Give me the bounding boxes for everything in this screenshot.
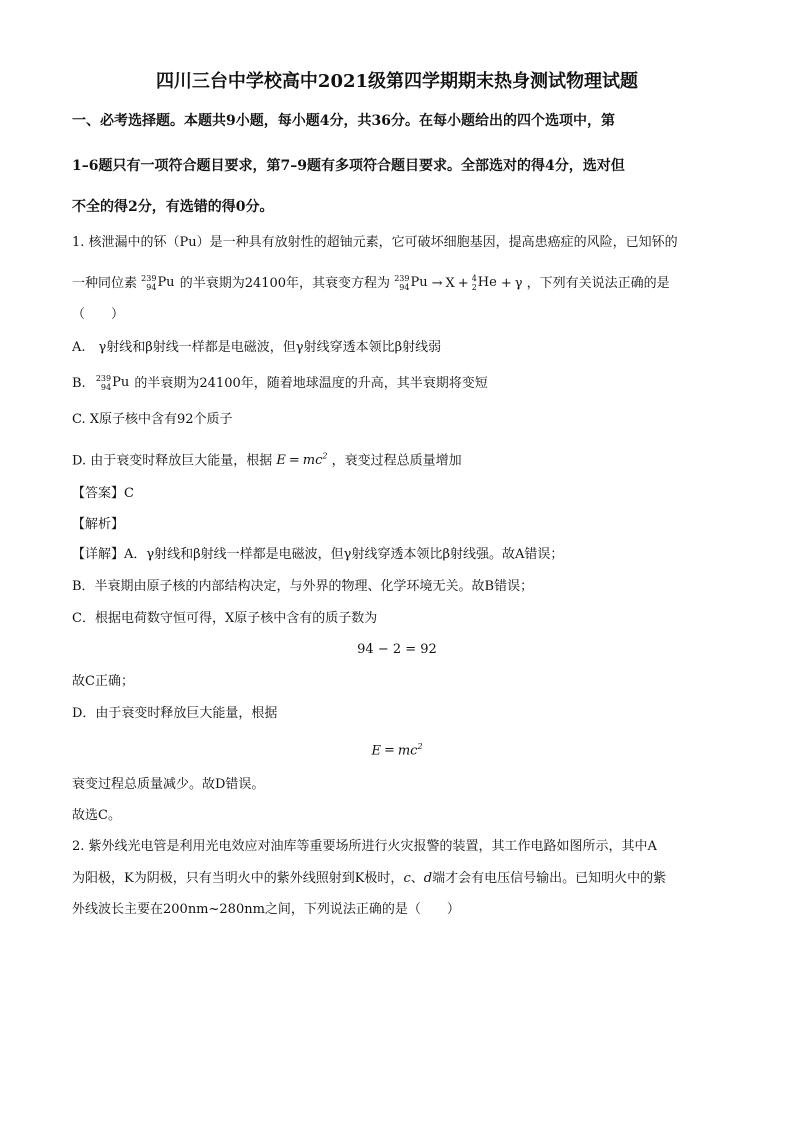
q2-terminal-d: d xyxy=(423,871,433,886)
detail-line5: D．由于衰变时释放巨大能量，根据 xyxy=(72,706,278,721)
emc2-e: E xyxy=(276,453,286,469)
emc2-formula-inline xyxy=(276,453,327,468)
nuclide-pu239 xyxy=(141,274,174,293)
page-title: 四川三台中学校高中2021级第四学期期末热身测试物理试题 xyxy=(155,71,639,92)
decay-pu-charge: 94 xyxy=(399,283,410,292)
detail-line7: 故选C。 xyxy=(72,808,121,823)
q1-option-b-prefix: B. xyxy=(72,375,86,391)
analysis-label: 【解析】 xyxy=(72,517,125,532)
q1-answer-line xyxy=(72,485,134,503)
optb-symbol: Pu xyxy=(112,375,130,390)
optb-mass: 239 xyxy=(95,374,112,383)
section-instructions-line3: 不全的得2分，有选错的得0分。 xyxy=(72,199,274,215)
q2-stem-text-a: 为阳极，K为阴极，只有当明火中的紫外线照射到K极时， xyxy=(72,871,404,886)
q1-stem-text-b: 的半衰期为24100年，其衰变方程为 xyxy=(179,275,391,291)
emc2d-m: m xyxy=(397,743,411,759)
q1-stem-line1: 1. 核泄漏中的钚（Pu）是一种具有放射性的超铀元素，它可破坏细胞基因，提高患癌症的风险，已知钚的 xyxy=(72,235,678,250)
q1-stem-line2 xyxy=(72,274,670,293)
q1-option-d-text-a: D. 由于衰变时释放巨大能量，根据 xyxy=(72,453,273,469)
detail-line3: C．根据电荷数守恒可得，X原子核中含有的质子数为 xyxy=(72,611,378,626)
he-mass: 4 xyxy=(471,274,477,283)
q1-option-d xyxy=(72,448,462,470)
section-instructions-line1: 一、必考选择题。本题共9小题，每小题4分，共36分。在每小题给出的四个选项中，第 xyxy=(72,113,615,129)
emc2-formula-display xyxy=(0,738,794,760)
q2-stem-line1: 2. 紫外线光电管是利用光电效应对油库等重要场所进行火灾报警的装置，其工作电路如图所示，其中A xyxy=(72,839,657,854)
nuclide-mass: 239 xyxy=(141,274,157,283)
emc2d-e: E xyxy=(371,743,381,759)
proton-count-formula: 94 − 2 = 92 xyxy=(357,642,437,657)
decay-arrow: → xyxy=(431,275,443,291)
answer-value: C xyxy=(124,486,134,501)
decay-product-x: X xyxy=(445,275,455,291)
detail-line2: B．半衰期由原子核的内部结构决定，与外界的物理、化学环境无关。故B错误； xyxy=(72,579,534,594)
q1-option-a: A. γ射线和β射线一样都是电磁波，但γ射线穿透本领比β射线弱 xyxy=(72,340,442,355)
q1-option-d-text-b: ，衰变过程总质量增加 xyxy=(331,453,462,469)
nuclide-symbol: Pu xyxy=(157,275,175,290)
he-symbol: He xyxy=(477,275,497,290)
detail-line6: 衰变过程总质量减少。故D错误。 xyxy=(72,777,265,792)
emc2-m: m xyxy=(302,453,316,469)
decay-pu-mass: 239 xyxy=(394,274,410,283)
emc2d-eq: = xyxy=(383,743,395,759)
decay-equation xyxy=(394,276,526,291)
q2-sep: 、 xyxy=(410,871,424,886)
emc2d-c: c xyxy=(410,743,418,759)
detail-line1: 【详解】A．γ射线和β射线一样都是电磁波，但γ射线穿透本领比β射线强。故A错误； xyxy=(72,547,564,562)
section-instructions-line2: 1–6题只有一项符合题目要求，第7–9题有多项符合题目要求。全部选对的得4分，选对但 xyxy=(72,158,625,174)
q1-option-b xyxy=(72,374,488,393)
decay-gamma: γ xyxy=(514,275,523,291)
answer-label: 【答案】 xyxy=(72,486,125,501)
q2-terminal-c: c xyxy=(403,871,411,886)
emc2-eq: = xyxy=(288,453,300,469)
q1-stem-text-c: ，下列有关说法正确的是 xyxy=(526,275,670,291)
q1-answer-bracket: （ ） xyxy=(72,307,125,322)
decay-pu-symbol: Pu xyxy=(410,275,428,290)
emc2d-exp: 2 xyxy=(417,742,423,751)
q2-stem-line3: 外线波长主要在200nm~280nm之间，下列说法正确的是（ ） xyxy=(72,902,460,917)
he-charge: 2 xyxy=(471,283,477,292)
q2-stem-line2 xyxy=(72,870,666,888)
q1-option-b-text: 的半衰期为24100年，随着地球温度的升高，其半衰期将变短 xyxy=(134,375,488,391)
q1-option-b-nuclide xyxy=(96,374,129,393)
emc2-c: c xyxy=(315,453,323,469)
q1-option-c: C. X原子核中含有92个质子 xyxy=(72,412,233,427)
q1-stem-text-a: 一种同位素 xyxy=(72,275,138,291)
q2-stem-text-b: 端才会有电压信号输出。已知明火中的紫 xyxy=(432,871,667,886)
detail-line4: 故C正确； xyxy=(72,674,134,689)
decay-plus-2: + xyxy=(500,275,512,291)
decay-plus-1: + xyxy=(457,275,469,291)
nuclide-charge: 94 xyxy=(146,283,157,292)
optb-charge: 94 xyxy=(100,383,112,392)
emc2-exp: 2 xyxy=(322,452,328,461)
